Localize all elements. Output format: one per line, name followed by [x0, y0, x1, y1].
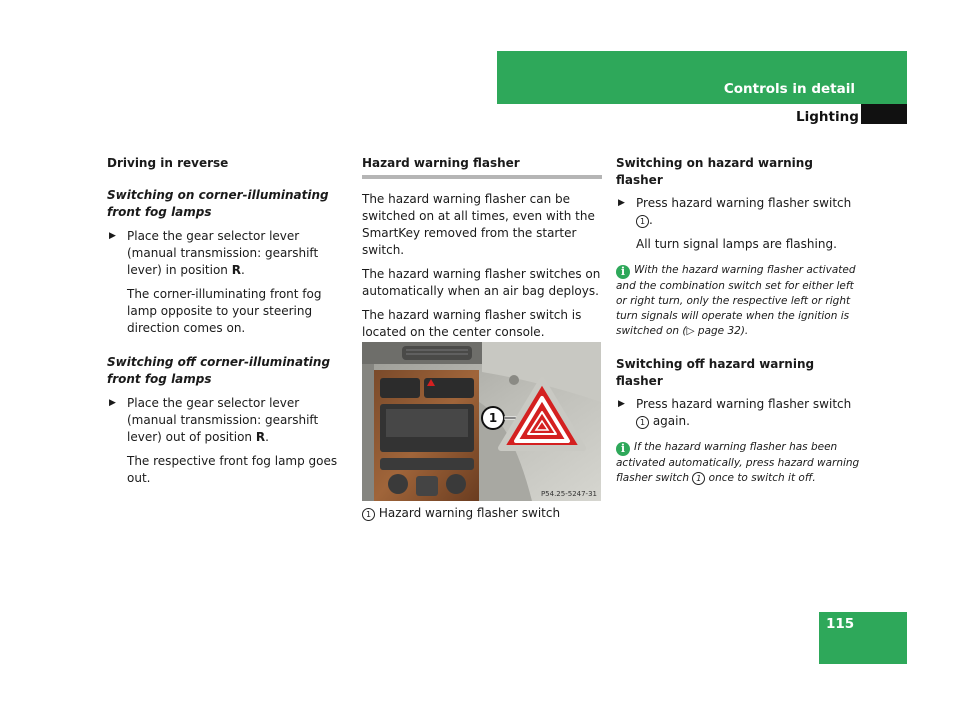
triangle-right-icon: ▶ [618, 399, 625, 409]
switch-off-heading: Switching off hazard warning flasher [616, 357, 815, 388]
step-text: Place the gear selector lever (manual transmission: gearshift lever) out of position [127, 396, 319, 444]
hazard-paragraph-3: The hazard warning flasher switch is located on the center console. [362, 308, 582, 339]
step-end: . [649, 213, 653, 227]
info-note-2 [616, 440, 861, 486]
triangle-right-icon: ▶ [109, 398, 116, 408]
section-title: Controls in detail [723, 81, 855, 97]
fog-off-result: The respective front fog lamp goes out. [127, 454, 338, 485]
step-end: again. [649, 414, 690, 428]
fog-off-step [107, 395, 347, 446]
step-end: . [265, 430, 269, 444]
position-r: R [255, 430, 266, 444]
switch-number: 1 [636, 416, 649, 429]
center-console-illustration [362, 342, 601, 501]
position-r: R [231, 263, 241, 277]
hazard-paragraph-1: The hazard warning flasher can be switched on at all times, even with the SmartKey removed from the starter switch. [362, 192, 595, 257]
switch-number: 1 [636, 215, 649, 228]
fog-on-subheading: Switching on corner-illuminating front fog lamps [107, 188, 329, 219]
subsection-title: Lighting [796, 109, 859, 125]
left-column [107, 155, 347, 494]
note-text-end: once to switch it off. [705, 472, 816, 484]
note-text-end: page 32). [694, 325, 749, 337]
triangle-right-icon: ▶ [618, 198, 625, 208]
info-icon: i [616, 265, 630, 279]
note-text: If the hazard warning flasher has been activated automatically, press hazard warning flasher switch [616, 441, 860, 484]
step-text: Place the gear selector lever (manual transmission: gearshift lever) in position [127, 229, 319, 277]
info-note-1 [616, 263, 861, 339]
switch-number: 1 [692, 472, 705, 485]
switch-on-result: All turn signal lamps are flashing. [636, 237, 837, 251]
step-text: Press hazard warning flasher switch [636, 196, 852, 210]
caption-text: Hazard warning flasher switch [378, 506, 561, 520]
hazard-paragraph-2: The hazard warning flasher switches on automatically when an air bag deploys. [362, 267, 601, 298]
header-bar [497, 51, 907, 104]
caption-number: 1 [362, 508, 375, 521]
driving-reverse-heading: Driving in reverse [107, 156, 229, 170]
note-text: With the hazard warning flasher activated and the combination switch set for either left or right turn, only the respective left or right turn signals will operate when the ignition is switched on ( [616, 264, 856, 337]
photo-caption [362, 506, 560, 521]
switch-on-heading: Switching on hazard warning flasher [616, 156, 813, 187]
middle-column [362, 155, 602, 348]
switch-on-step [616, 195, 861, 229]
right-column [616, 155, 861, 494]
center-console-photo [362, 342, 601, 501]
page-number-box [819, 612, 907, 664]
fog-off-subheading: Switching off corner-illuminating front fog lamps [107, 355, 331, 386]
switch-off-step [616, 396, 861, 430]
photo-callout-1: 1 [488, 411, 498, 425]
fog-on-step [107, 228, 347, 279]
step-end: . [240, 263, 245, 277]
header-tab-marker [861, 104, 907, 124]
info-icon: i [616, 442, 630, 456]
fog-on-result: The corner-illuminating front fog lamp opposite to your steering direction comes on. [127, 287, 322, 335]
image-code: P54.25-5247-31 [540, 490, 597, 498]
triangle-right-icon: ▶ [109, 231, 116, 241]
page-number: 115 [826, 616, 855, 632]
step-text: Press hazard warning flasher switch [636, 397, 852, 411]
hazard-heading: Hazard warning flasher [362, 155, 602, 179]
page-ref-arrow-icon: ▷ [686, 325, 695, 337]
